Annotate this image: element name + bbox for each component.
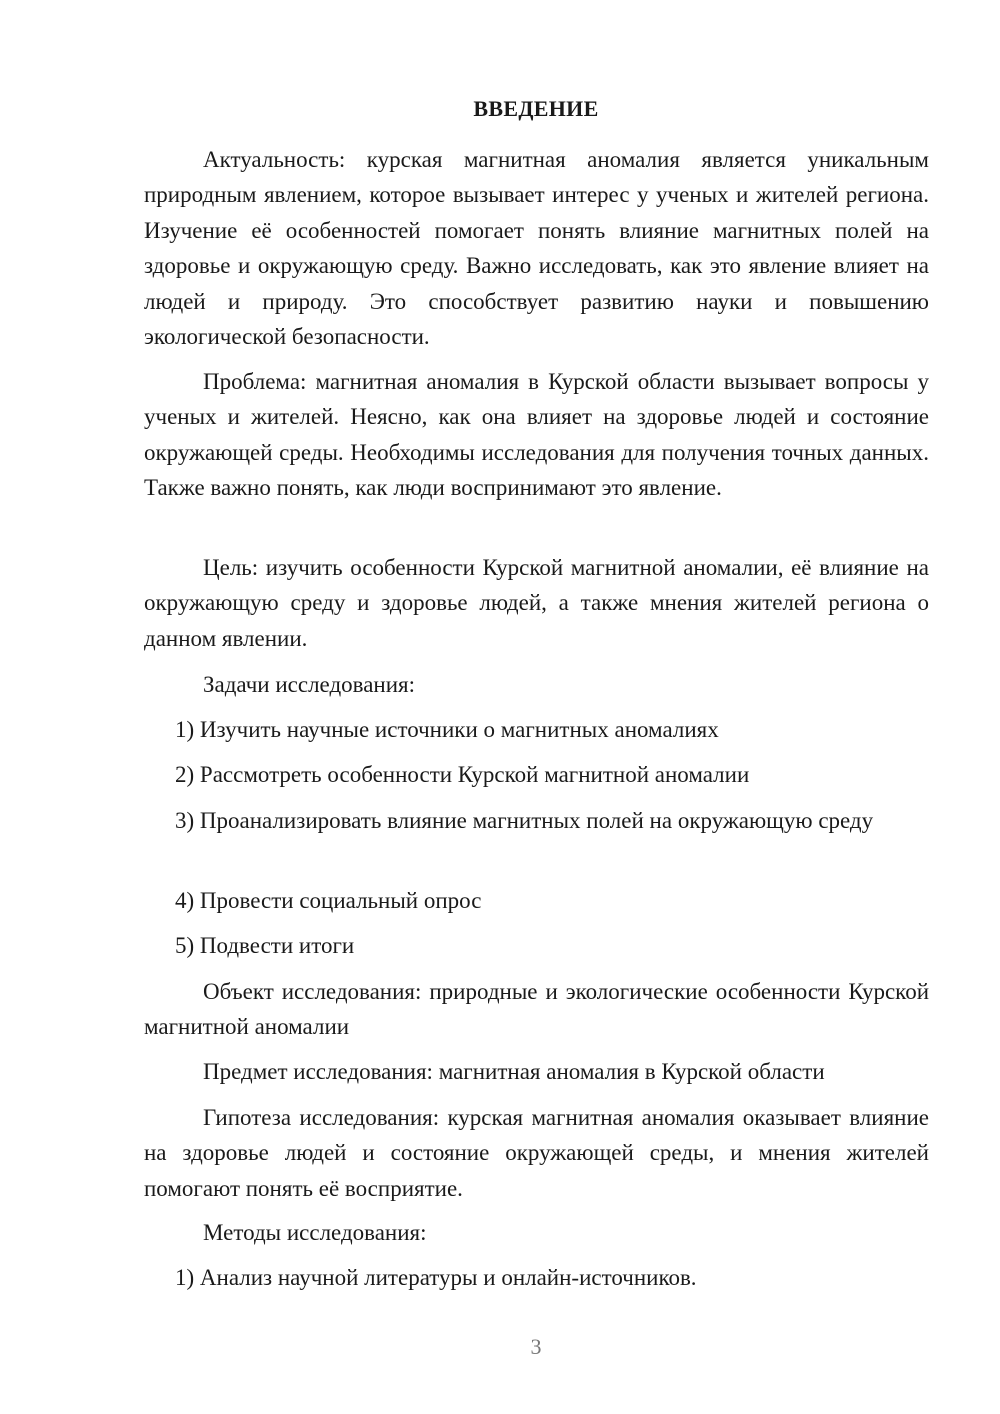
- page-number: 3: [530, 1334, 542, 1359]
- tasks-heading: Задачи исследования:: [203, 672, 416, 697]
- methods-heading: Методы исследования:: [203, 1220, 427, 1245]
- problem-paragraph: Проблема: магнитная аномалия в Курской области вызывает вопросы у ученых и жителей. Неясно, как она влияет на здоровье людей и состояние окружающей среды. Необходимы исследования для получения точных данных. Также важно понять, как люди воспринимают это явление.: [144, 369, 929, 501]
- task-item-5: 5) Подвести итоги: [175, 933, 355, 958]
- goal-paragraph: Цель: изучить особенности Курской магнитной аномалии, её влияние на окружающую среду и здоровье людей, а также мнения жителей региона о данном явлении.: [144, 555, 929, 651]
- task-item-4: 4) Провести социальный опрос: [175, 888, 482, 913]
- object-paragraph: Объект исследования: природные и экологические особенности Курской магнитной аномалии: [144, 979, 929, 1040]
- page-title: ВВЕДЕНИЕ: [473, 96, 599, 121]
- hypothesis-paragraph: Гипотеза исследования: курская магнитная аномалия оказывает влияние на здоровье людей и состояние окружающей среды, и мнения жителей помогают понять её восприятие.: [144, 1105, 929, 1201]
- task-item-1: 1) Изучить научные источники о магнитных аномалиях: [175, 717, 719, 742]
- method-item-1: 1) Анализ научной литературы и онлайн-источников.: [175, 1265, 697, 1290]
- task-item-3: 3) Проанализировать влияние магнитных полей на окружающую среду: [175, 808, 874, 833]
- subject-paragraph: Предмет исследования: магнитная аномалия в Курской области: [203, 1059, 825, 1084]
- relevance-paragraph: Актуальность: курская магнитная аномалия является уникальным природным явлением, которое вызывает интерес у ученых и жителей региона. Изучение её особенностей помогает понять влияние магнитных полей на здоровье и окружающую среду. Важно исследовать, как это явление влияет на людей и природу. Это способствует развитию науки и повышению экологической безопасности.: [144, 147, 929, 350]
- task-item-2: 2) Рассмотреть особенности Курской магнитной аномалии: [175, 762, 750, 787]
